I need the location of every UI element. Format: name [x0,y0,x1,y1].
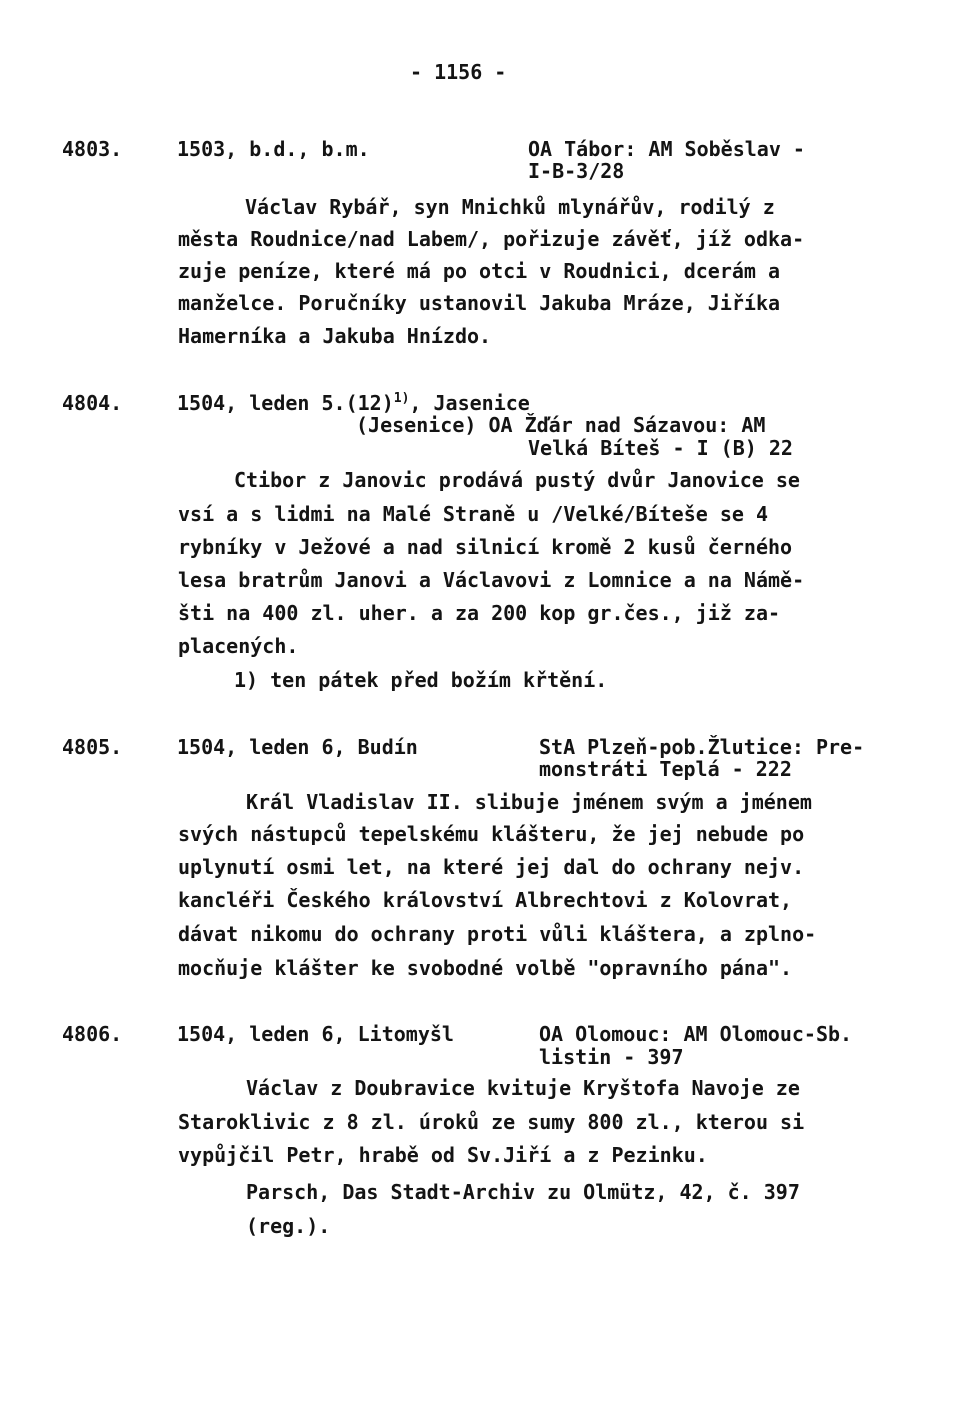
entry-body-line: Král Vladislav II. slibuje jménem svým a jménem [246,790,812,814]
entry-date-place: , Jasenice [409,391,530,415]
entry-archive-line-1: OA Tábor: AM Soběslav - [528,137,805,161]
entry-number: 4806. [62,1022,123,1046]
entry-archive-line-2: Velká Bíteš - I (B) 22 [528,436,793,460]
entry-date-main: 1504, leden 5.(12) [177,391,394,415]
entry-archive-line-2: I-B-3/28 [528,159,625,183]
entry-body-line: lesa bratrům Janovi a Václavovi z Lomnice a na Námě- [178,568,805,592]
entry-body-line: mocňuje klášter ke svobodné volbě "opravního pána". [178,956,793,980]
entry-body-line: Hamerníka a Jakuba Hnízdo. [178,324,492,348]
entry-date: 1503, b.d., b.m. [177,137,370,161]
entry-number: 4803. [62,137,123,161]
entry-archive-line-2: listin - 397 [539,1045,684,1069]
entry-body-line: Ctibor z Janovic prodává pustý dvůr Janovice se [234,468,800,492]
entry-body-line: dávat nikomu do ochrany proti vůli kláštera, a zplno- [178,922,817,946]
entry-body-line: placených. [178,634,299,658]
entry-body-line: vsí a s lidmi na Malé Straně u /Velké/Bíteše se 4 [178,502,769,526]
entry-archive-line-2: monstráti Teplá - 222 [539,757,792,781]
entry-reference-line: Parsch, Das Stadt-Archiv zu Olmütz, 42, č. 397 [246,1180,800,1204]
entry-body-line: manželce. Poručníky ustanovil Jakuba Mráze, Jiříka [178,291,781,315]
footnote-mark: 1) [393,391,410,406]
entry-reference-line: (reg.). [246,1214,331,1238]
entry-body-line: šti na 400 zl. uher. a za 200 kop gr.čes., již za- [178,601,781,625]
entry-body-line: Staroklivic z 8 zl. úroků ze sumy 800 zl., kterou si [178,1110,805,1134]
entry-number: 4805. [62,735,123,759]
page-number: - 1156 - [410,60,507,84]
entry-body-line: vypůjčil Petr, hrabě od Sv.Jiří a z Pezinku. [178,1143,708,1167]
entry-body-line: Václav z Doubravice kvituje Kryštofa Navoje ze [246,1076,800,1100]
entry-archive-line-1: (Jesenice) OA Žďár nad Sázavou: AM [356,413,766,437]
entry-date: 1504, leden 6, Budín [177,735,418,759]
entry-archive-line-1: OA Olomouc: AM Olomouc-Sb. [539,1022,853,1046]
entry-footnote: 1) ten pátek před božím křtění. [234,668,608,692]
entry-date: 1504, leden 6, Litomyšl [177,1022,454,1046]
entry-body-line: kancléři Českého království Albrechtovi z Kolovrat, [178,888,793,912]
entry-body-line: rybníky v Ježové a nad silnicí kromě 2 kusů černého [178,535,793,559]
entry-body-line: uplynutí osmi let, na které jej dal do ochrany nejv. [178,855,805,879]
entry-archive-line-1: StA Plzeň-pob.Žlutice: Pre- [539,735,865,759]
entry-body-line: města Roudnice/nad Labem/, pořizuje závěť, jíž odka- [178,227,805,251]
entry-body-line: svých nástupců tepelskému klášteru, že jej nebude po [178,822,805,846]
entry-body-line: Václav Rybář, syn Mnichků mlynářův, rodilý z [245,195,775,219]
entry-body-line: zuje peníze, které má po otci v Roudnici, dcerám a [178,259,781,283]
entry-number: 4804. [62,391,123,415]
